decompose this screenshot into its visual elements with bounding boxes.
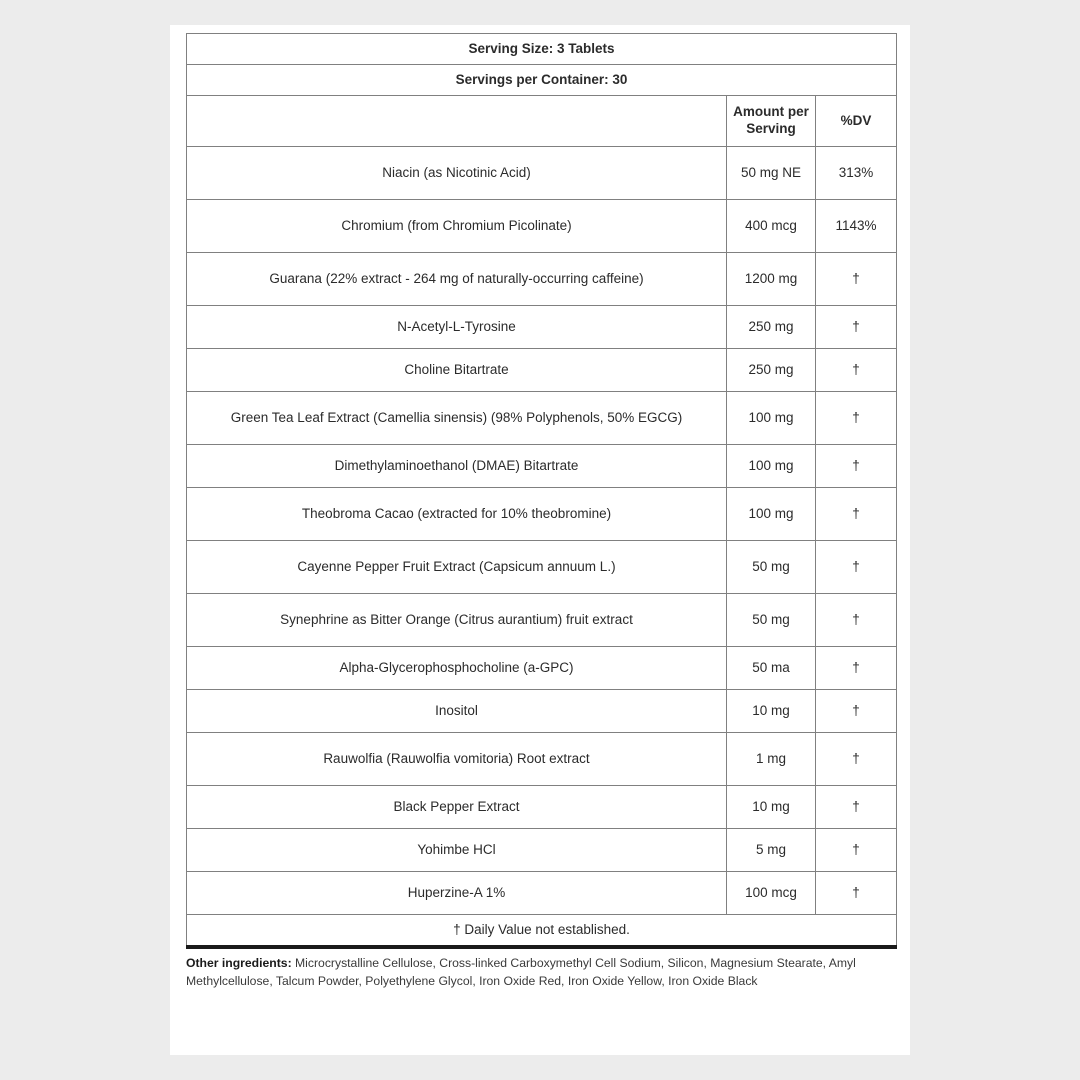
ingredient-name: Theobroma Cacao (extracted for 10% theobromine)	[187, 488, 727, 541]
ingredient-row	[187, 733, 897, 786]
other-ingredients	[186, 955, 886, 990]
ingredient-name: Black Pepper Extract	[187, 786, 727, 829]
ingredient-name: Huperzine-A 1%	[187, 872, 727, 915]
ingredient-name: Chromium (from Chromium Picolinate)	[187, 200, 727, 253]
ingredient-row	[187, 488, 897, 541]
ingredient-name: Cayenne Pepper Fruit Extract (Capsicum annuum L.)	[187, 541, 727, 594]
ingredient-row	[187, 392, 897, 445]
ingredient-row	[187, 690, 897, 733]
ingredient-name: Green Tea Leaf Extract (Camellia sinensis) (98% Polyphenols, 50% EGCG)	[187, 392, 727, 445]
column-header-dv: %DV	[816, 96, 897, 147]
ingredient-name: Alpha-Glycerophosphocholine (a-GPC)	[187, 647, 727, 690]
ingredient-row	[187, 253, 897, 306]
ingredient-daily-value: †	[816, 647, 897, 690]
ingredient-daily-value: †	[816, 253, 897, 306]
ingredient-daily-value: †	[816, 349, 897, 392]
ingredient-amount: 10 mg	[727, 786, 816, 829]
ingredient-row	[187, 306, 897, 349]
ingredient-daily-value: †	[816, 786, 897, 829]
ingredient-daily-value: †	[816, 690, 897, 733]
label-card	[170, 25, 910, 1055]
other-ingredients-label: Other ingredients:	[186, 956, 292, 970]
ingredient-name: Inositol	[187, 690, 727, 733]
ingredient-daily-value: †	[816, 872, 897, 915]
servings-per-container-text: Servings per Container: 30	[187, 65, 897, 96]
supplement-facts-panel	[186, 33, 896, 990]
ingredient-name: Guarana (22% extract - 264 mg of naturally-occurring caffeine)	[187, 253, 727, 306]
ingredient-amount: 100 mcg	[727, 872, 816, 915]
column-header-name	[187, 96, 727, 147]
ingredient-name: Yohimbe HCl	[187, 829, 727, 872]
ingredient-name: N-Acetyl-L-Tyrosine	[187, 306, 727, 349]
ingredient-row	[187, 786, 897, 829]
ingredient-amount: 100 mg	[727, 488, 816, 541]
ingredient-amount: 1200 mg	[727, 253, 816, 306]
ingredient-name: Rauwolfia (Rauwolfia vomitoria) Root extract	[187, 733, 727, 786]
ingredient-daily-value: 1143%	[816, 200, 897, 253]
column-header-row	[187, 96, 897, 147]
ingredient-daily-value: 313%	[816, 147, 897, 200]
serving-size-row	[187, 34, 897, 65]
ingredient-row	[187, 445, 897, 488]
other-ingredients-text: Microcrystalline Cellulose, Cross-linked Carboxymethyl Cell Sodium, Silicon, Magnesium Stearate, Amyl Methylcellulose, Talcum Powder, Polyethylene Glycol, Iron Oxide Red, Iron Oxide Yellow, Iron Oxide Black	[186, 956, 856, 988]
ingredient-daily-value: †	[816, 306, 897, 349]
ingredient-amount: 400 mcg	[727, 200, 816, 253]
ingredient-name: Synephrine as Bitter Orange (Citrus aurantium) fruit extract	[187, 594, 727, 647]
daily-value-footnote: † Daily Value not established.	[187, 915, 897, 948]
ingredient-row	[187, 541, 897, 594]
ingredient-amount: 100 mg	[727, 445, 816, 488]
ingredient-row	[187, 647, 897, 690]
servings-per-container-row	[187, 65, 897, 96]
ingredient-daily-value: †	[816, 733, 897, 786]
ingredient-name: Niacin (as Nicotinic Acid)	[187, 147, 727, 200]
ingredient-amount: 50 ma	[727, 647, 816, 690]
ingredient-row	[187, 872, 897, 915]
ingredient-amount: 5 mg	[727, 829, 816, 872]
ingredient-amount: 100 mg	[727, 392, 816, 445]
serving-size-text: Serving Size: 3 Tablets	[187, 34, 897, 65]
ingredient-amount: 250 mg	[727, 306, 816, 349]
ingredient-name: Choline Bitartrate	[187, 349, 727, 392]
ingredient-amount: 250 mg	[727, 349, 816, 392]
ingredient-daily-value: †	[816, 392, 897, 445]
ingredient-row	[187, 829, 897, 872]
ingredient-row	[187, 349, 897, 392]
ingredient-row	[187, 147, 897, 200]
ingredient-row	[187, 200, 897, 253]
ingredient-row	[187, 594, 897, 647]
ingredient-amount: 50 mg	[727, 594, 816, 647]
ingredient-daily-value: †	[816, 829, 897, 872]
ingredient-amount: 50 mg	[727, 541, 816, 594]
column-header-amount: Amount per Serving	[727, 96, 816, 147]
ingredient-amount: 50 mg NE	[727, 147, 816, 200]
ingredient-daily-value: †	[816, 541, 897, 594]
footnote-row	[187, 915, 897, 948]
ingredient-daily-value: †	[816, 594, 897, 647]
supplement-facts-table	[186, 33, 897, 949]
ingredient-name: Dimethylaminoethanol (DMAE) Bitartrate	[187, 445, 727, 488]
ingredient-daily-value: †	[816, 488, 897, 541]
ingredient-amount: 1 mg	[727, 733, 816, 786]
ingredient-amount: 10 mg	[727, 690, 816, 733]
ingredient-daily-value: †	[816, 445, 897, 488]
